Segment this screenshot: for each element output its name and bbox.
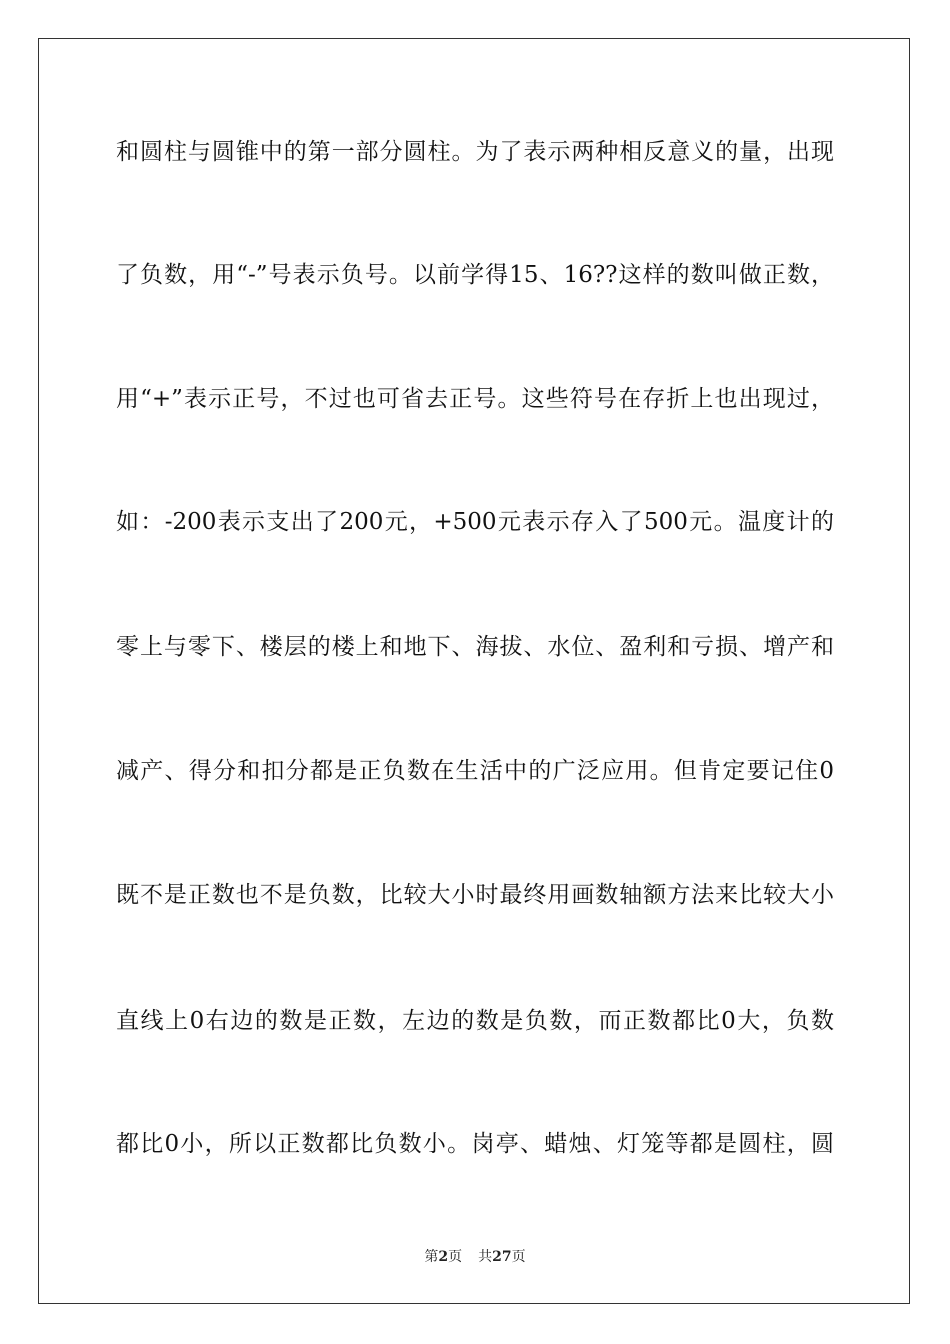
page-suffix: 页 [448, 1249, 463, 1265]
total-prefix: 共 [478, 1249, 493, 1265]
text-line-4: 如：-200表示支出了200元，+500元表示存入了500元。温度计的 [116, 509, 834, 535]
text-line-3: 用“+”表示正号，不过也可省去正号。这些符号在存折上也出现过， [116, 386, 834, 412]
text-line-1: 和圆柱与圆锥中的第一部分圆柱。为了表示两种相反意义的量，出现 [116, 139, 834, 165]
text-line-2: 了负数，用“-”号表示负号。以前学得15、16??这样的数叫做正数， [116, 262, 834, 288]
text-line-9: 都比0小，所以正数都比负数小。岗亭、蜡烛、灯笼等都是圆柱，圆 [116, 1131, 834, 1157]
page-prefix: 第 [424, 1249, 439, 1265]
text-line-6: 减产、得分和扣分都是正负数在生活中的广泛应用。但肯定要记住0 [116, 758, 834, 784]
page-footer [0, 1248, 950, 1266]
page-border [38, 38, 910, 1304]
text-line-8: 直线上0右边的数是正数，左边的数是负数，而正数都比0大，负数 [116, 1008, 834, 1034]
text-line-7: 既不是正数也不是负数，比较大小时最终用画数轴额方法来比较大小 [116, 882, 834, 908]
text-line-5: 零上与零下、楼层的楼上和地下、海拔、水位、盈利和亏损、增产和 [116, 634, 834, 660]
total-suffix: 页 [511, 1249, 526, 1265]
total-pages: 27 [492, 1249, 512, 1265]
page-number: 2 [438, 1249, 449, 1265]
